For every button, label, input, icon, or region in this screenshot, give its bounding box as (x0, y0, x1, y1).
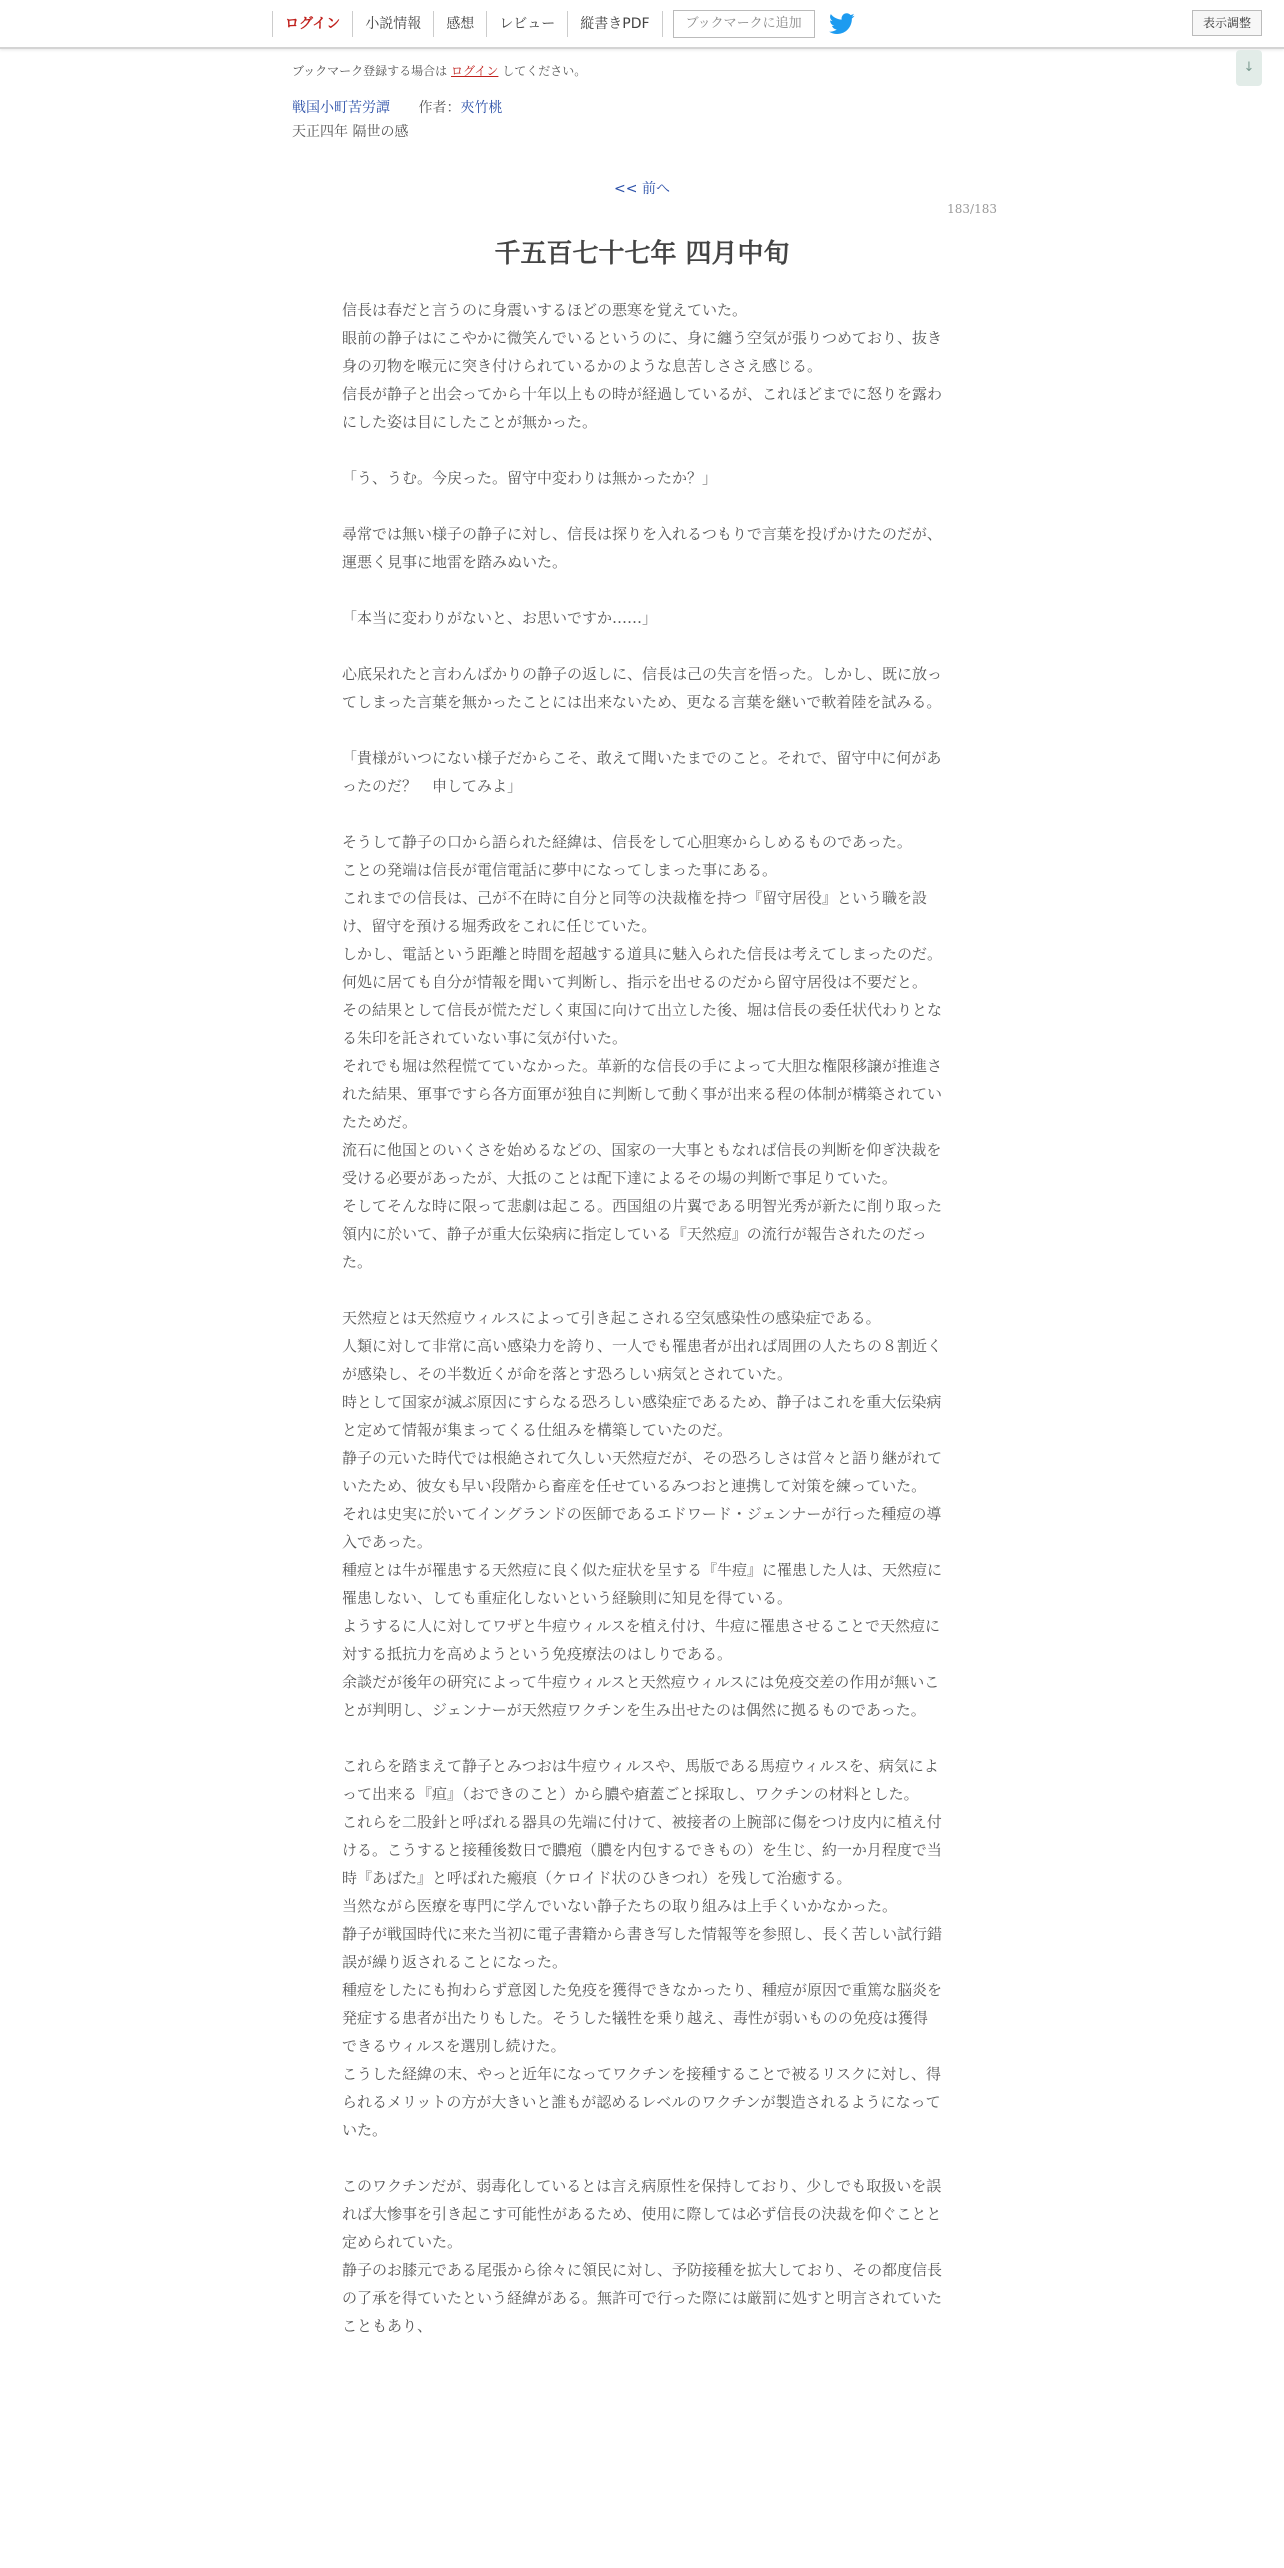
body-paragraph: 静子のお膝元である尾張から徐々に領民に対し、予防接種を拡大しており、その都度信長の了承を得ていたという経緯がある。無許可で行った際には厳罰に処すと明言されていたこともあり、 (342, 2261, 942, 2335)
blank-line (342, 800, 942, 828)
body-paragraph: 天然痘とは天然痘ウィルスによって引き起こされる空気感染性の感染症である。 (342, 1309, 881, 1327)
blank-line (342, 436, 942, 464)
blank-line (342, 632, 942, 660)
body-paragraph: 心底呆れたと言わんばかりの静子の返しに、信長は己の失言を悟った。しかし、既に放ってしまった言葉を無かったことには出来ないため、更なる言葉を継いで軟着陸を試みる。 (342, 665, 942, 711)
nav-review[interactable]: レビュー (486, 11, 567, 37)
body-paragraph: 信長は春だと言うのに身震いするほどの悪寒を覚えていた。 (342, 301, 748, 319)
blank-line (342, 1724, 942, 1752)
body-paragraph: 尋常では無い様子の静子に対し、信長は探りを入れるつもりで言葉を投げかけたのだが、運悪く見事に地雷を踏みぬいた。 (342, 525, 942, 571)
nav-vertical-pdf[interactable]: 縦書きPDF (567, 11, 662, 37)
page-counter: 183/183 (947, 202, 997, 216)
body-paragraph: 流石に他国とのいくさを始めるなどの、国家の一大事ともなれば信長の判断を仰ぎ決裁を受ける必要があったが、大抵のことは配下達によるその場の判断で事足りていた。 (342, 1141, 942, 1187)
body-paragraph: 時として国家が滅ぶ原因にすらなる恐ろしい感染症であるため、静子はこれを重大伝染病と定めて情報が集まってくる仕組みを構築していたのだ。 (342, 1393, 942, 1439)
blank-line (342, 1276, 942, 1304)
notice-text-before: ブックマーク登録する場合は (292, 64, 448, 78)
body-paragraph: 種痘をしたにも拘わらず意図した免疫を獲得できなかったり、種痘が原因で重篤な脳炎を発症する患者が出たりもした。そうした犠牲を乗り越え、毒性が弱いものの免疫は獲得できるウィルスを選別し続けた。 (342, 1981, 942, 2055)
body-paragraph: ことの発端は信長が電信電話に夢中になってしまった事にある。 (342, 861, 778, 879)
body-paragraph: そしてそんな時に限って悲劇は起こる。西国組の片翼である明智光秀が新たに削り取った領内に於いて、静子が重大伝染病に指定している『天然痘』の流行が報告されたのだった。 (342, 1197, 942, 1271)
body-paragraph: 眼前の静子はにこやかに微笑んでいるというのに、身に纏う空気が張りつめており、抜き身の刃物を喉元に突き付けられているかのような息苦しささえ感じる。 (342, 329, 942, 375)
body-paragraph: ようするに人に対してワザと牛痘ウィルスを植え付け、牛痘に罹患させることで天然痘に対する抵抗力を高めようという免疫療法のはしりである。 (342, 1617, 941, 1663)
body-paragraph: 静子が戦国時代に来た当初に電子書籍から書き写した情報等を参照し、長く苦しい試行錯誤が繰り返されることになった。 (342, 1925, 942, 1971)
add-bookmark-button[interactable]: ブックマークに追加 (673, 10, 815, 38)
body-paragraph: これらを踏まえて静子とみつおは牛痘ウィルスや、馬版である馬痘ウィルスを、病気によって出来る『疸』（おできのこと）から膿や瘡蓋ごと採取し、ワクチンの材料とした。 (342, 1757, 939, 1803)
body-paragraph: これまでの信長は、己が不在時に自分と同等の決裁権を持つ『留守居役』という職を設け、留守を預ける堀秀政をこれに任じていた。 (342, 889, 928, 935)
body-paragraph: 余談だが後年の研究によって牛痘ウィルスと天然痘ウィルスには免疫交差の作用が無いことが判明し、ジェンナーが天然痘ワクチンを生み出せたのは偶然に拠るものであった。 (342, 1673, 940, 1719)
body-paragraph: 「う、うむ。今戻った。留守中変わりは無かったか？」 (342, 469, 718, 487)
display-settings-button[interactable]: 表示調整 (1192, 10, 1262, 36)
nav-impressions[interactable]: 感想 (433, 11, 486, 37)
prev-page-link[interactable]: << 前へ (614, 181, 670, 197)
blank-line (342, 576, 942, 604)
body-paragraph: 静子の元いた時代では根絶されて久しい天然痘だが、その恐ろしさは営々と語り継がれていたため、彼女も早い段階から畜産を任せているみつおと連携して対策を練っていた。 (342, 1449, 942, 1495)
body-paragraph: そうして静子の口から語られた経緯は、信長をして心胆寒からしめるものであった。 (342, 833, 912, 851)
author-link[interactable]: 夾竹桃 (460, 100, 503, 116)
blank-line (342, 492, 942, 520)
body-paragraph: このワクチンだが、弱毒化しているとは言え病原性を保持しており、少しでも取扱いを誤れば大惨事を引き起こす可能性があるため、使用に際しては必ず信長の決裁を仰ぐことと定められていた。 (342, 2177, 942, 2251)
notice-text-after: してください。 (502, 64, 587, 78)
body-paragraph: 「貴様がいつにない様子だからこそ、敢えて聞いたまでのこと。それで、留守中に何があったのだ？ 申してみよ」 (342, 749, 942, 795)
body-paragraph: その結果として信長が慌ただしく東国に向けて出立した後、堀は信長の委任状代わりとなる朱印を託されていない事に気が付いた。 (342, 1001, 942, 1047)
novel-body (342, 296, 942, 2568)
body-paragraph: 信長が静子と出会ってから十年以上もの時が経過しているが、これほどまでに怒りを露わにした姿は目にしたことが無かった。 (342, 385, 942, 431)
body-paragraph: 種痘とは牛が罹患する天然痘に良く似た症状を呈する『牛痘』に罹患した人は、天然痘に罹患しない、しても重症化しないという経験則に知見を得ている。 (342, 1561, 942, 1607)
body-paragraph: それは史実に於いてイングランドの医師であるエドワード・ジェンナーが行った種痘の導入であった。 (342, 1505, 942, 1551)
body-paragraph: しかし、電話という距離と時間を超越する道具に魅入られた信長は考えてしまったのだ。何処に居ても自分が情報を聞いて判断し、指示を出せるのだから留守居役は不要だと。 (342, 945, 942, 991)
nav-novel-info[interactable]: 小説情報 (352, 11, 433, 37)
novel-title-link[interactable]: 戦国小町苦労譚 (292, 100, 390, 116)
notice-login-link[interactable]: ログイン (451, 64, 499, 78)
nav-menu (272, 0, 855, 47)
chapter-title: 天正四年 隔世の感 (292, 124, 409, 140)
blank-line (342, 716, 942, 744)
blank-line (342, 2144, 942, 2172)
body-paragraph: 人類に対して非常に高い感染力を誇り、一人でも罹患者が出れば周囲の人たちの８割近くが感染し、その半数近くが命を落とす恐ろしい病気とされていた。 (342, 1337, 942, 1383)
episode-title: 千五百七十七年 四月中旬 (494, 239, 790, 269)
down-arrow-icon: ↓ (1243, 60, 1255, 75)
nav-login[interactable]: ログイン (272, 11, 352, 37)
novel-meta (292, 97, 502, 117)
body-paragraph: これらを二股針と呼ばれる器具の先端に付けて、被接者の上腕部に傷をつけ皮内に植え付ける。こうすると接種後数日で膿疱（膿を内包するできもの）を生じ、約一か月程度で当時『あばた』と呼ばれた瘢痕（ケロイド状のひきつれ）を残して治癒する。 (342, 1813, 942, 1887)
bookmark-login-notice (292, 62, 586, 79)
body-paragraph: こうした経緯の末、やっと近年になってワクチンを接種することで被るリスクに対し、得られるメリットの方が大きいと誰もが認めるレベルのワクチンが製造されるようになっていた。 (342, 2065, 941, 2139)
body-paragraph: 「本当に変わりがないと、お思いですか……」 (342, 609, 658, 627)
top-navigation-bar (0, 0, 1284, 49)
scroll-down-button[interactable] (1236, 50, 1262, 86)
twitter-icon[interactable] (829, 13, 855, 35)
body-paragraph: 当然ながら医療を専門に学んでいない静子たちの取り組みは上手くいかなかった。 (342, 1897, 898, 1915)
body-paragraph: それでも堀は然程慌てていなかった。革新的な信長の手によって大胆な権限移譲が推進された結果、軍事ですら各方面軍が独自に判断して動く事が出来る程の体制が構築されていたためだ。 (342, 1057, 942, 1131)
author-label: 作者： (418, 100, 461, 116)
